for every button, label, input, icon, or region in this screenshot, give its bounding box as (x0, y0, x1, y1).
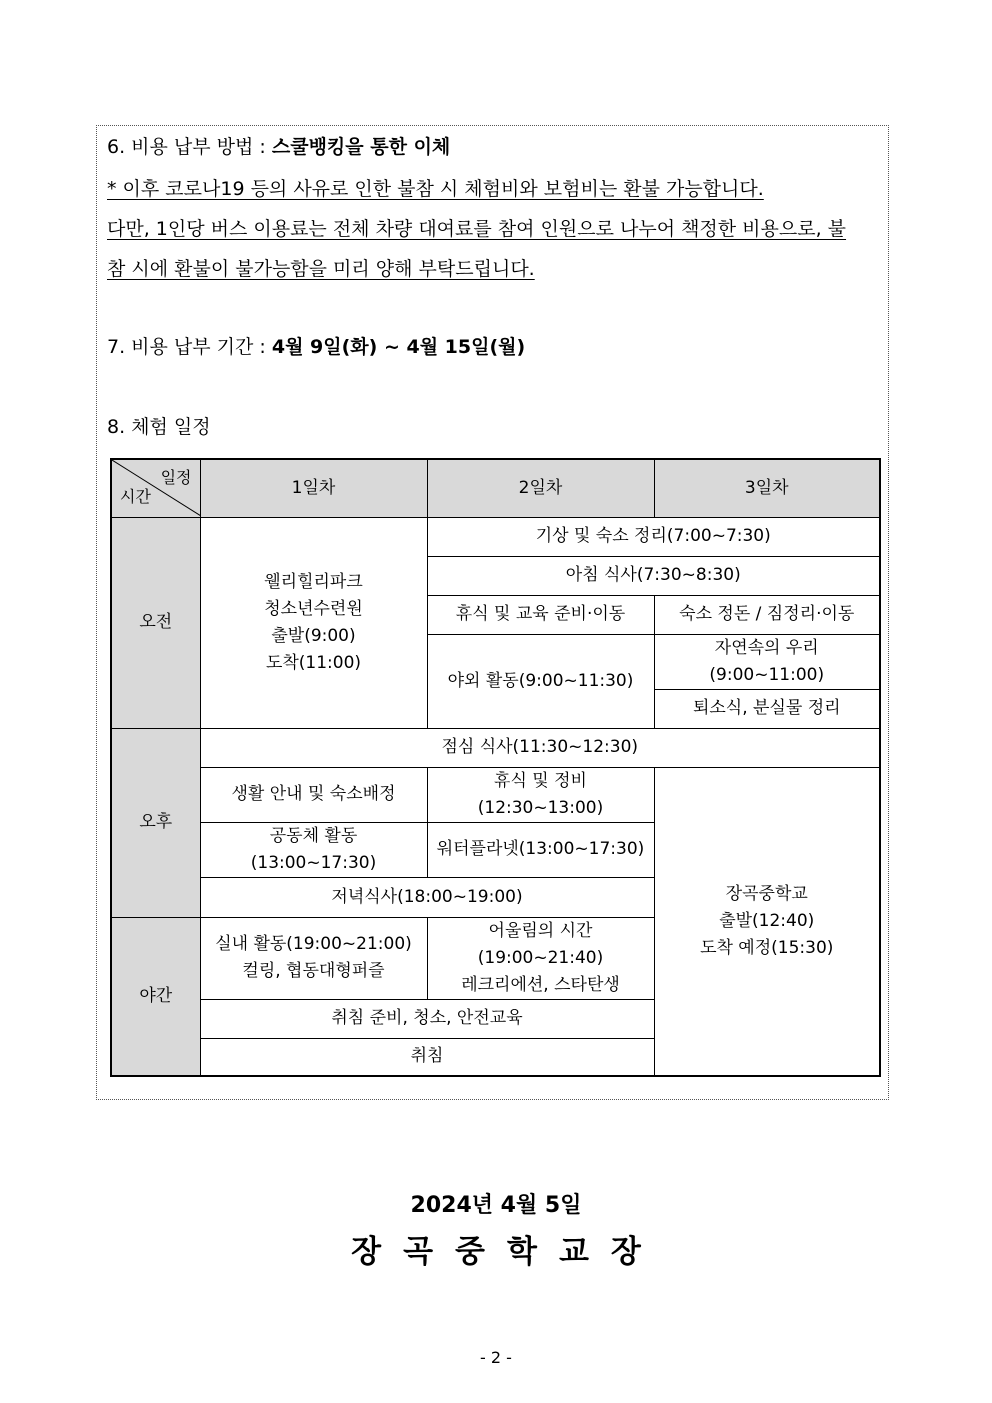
breakfast-cell: 아침 식사(7:30~8:30) (427, 556, 880, 595)
am-day1-line-4: 도착(11:00) (265, 652, 362, 673)
return-line-1: 장곡중학교 (725, 883, 808, 904)
section-7-heading: 7. 비용 납부 기간 : 4월 9일(화) ~ 4월 15일(월) (107, 336, 526, 358)
payment-period-value: 4월 9일(화) ~ 4월 15일(월) (271, 336, 526, 358)
corner-label-schedule: 일정 (160, 468, 192, 488)
document-date: 2024년 4월 5일 (410, 1193, 582, 1218)
sleep-cell: 취침 (200, 1038, 654, 1076)
am-day1-line-3: 출발(9:00) (271, 625, 356, 646)
nature-line-1: 자연속의 우리 (714, 637, 819, 658)
section-6-heading: 6. 비용 납부 방법 : 스쿨뱅킹을 통한 이체 (107, 136, 451, 158)
header-day3: 3일차 (654, 459, 880, 517)
period-night: 야간 (111, 917, 200, 1076)
table-corner-cell (111, 459, 200, 517)
schedule-table (110, 458, 881, 1077)
am-day1-cell (200, 517, 427, 728)
am-day1-line-2: 청소년수련원 (264, 598, 363, 619)
header-day2: 2일차 (427, 459, 654, 517)
principal-signature: 장곡중학교장 (351, 1234, 663, 1270)
header-day1: 1일차 (200, 459, 427, 517)
community-cell (200, 822, 427, 877)
return-cell (654, 767, 880, 1076)
return-line-3: 도착 예정(15:30) (700, 937, 834, 958)
return-line-2: 출발(12:40) (719, 910, 815, 931)
checkout-cell: 퇴소식, 분실물 정리 (654, 689, 880, 728)
payment-method-value: 스쿨뱅킹을 통한 이체 (271, 136, 451, 158)
indoor-line-1: 실내 활동(19:00~21:00) (215, 934, 412, 954)
am-day1-line-1: 웰리힐리파크 (264, 571, 363, 592)
bed-prep-cell: 취침 준비, 청소, 안전교육 (200, 999, 654, 1038)
period-afternoon: 오후 (111, 728, 200, 917)
refund-note-line-3: 참 시에 환불이 불가능함을 미리 양해 부탁드립니다. (107, 258, 535, 280)
harmony-line-3: 레크리에션, 스타탄생 (461, 974, 620, 995)
dinner-cell: 저녁식사(18:00~19:00) (200, 877, 654, 917)
harmony-line-2: (19:00~21:40) (477, 947, 604, 968)
community-line-2: (13:00~17:30) (250, 852, 377, 873)
rest-line-2: (12:30~13:00) (477, 797, 604, 818)
wake-up-cell: 기상 및 숙소 정리(7:00~7:30) (427, 517, 880, 556)
nature-cell (654, 634, 880, 689)
tidy-cell: 숙소 정돈 / 짐정리·이동 (654, 595, 880, 634)
section-8-heading: 8. 체험 일정 (107, 416, 211, 438)
refund-note-line-1: * 이후 코로나19 등의 사유로 인한 불참 시 체험비와 보험비는 환불 가능합니다. (107, 178, 764, 200)
rest-prep-cell: 휴식 및 교육 준비·이동 (427, 595, 654, 634)
corner-label-time: 시간 (120, 487, 151, 507)
community-line-1: 공동체 활동 (269, 825, 358, 846)
nature-line-2: (9:00~11:00) (709, 664, 825, 685)
indoor-line-2: 컬링, 협동대형퍼즐 (242, 961, 385, 981)
rest-cell (427, 767, 654, 822)
refund-note-line-2: 다만, 1인당 버스 이용료는 전체 차량 대여료를 참여 인원으로 나누어 책정한 비용으로, 불 (107, 218, 847, 240)
indoor-activity-cell (200, 917, 427, 999)
guide-cell: 생활 안내 및 숙소배정 (200, 767, 427, 822)
outdoor-activity-cell: 야외 활동(9:00~11:30) (427, 634, 654, 728)
harmony-cell (427, 917, 654, 999)
period-morning: 오전 (111, 517, 200, 728)
harmony-line-1: 어울림의 시간 (488, 920, 593, 941)
lunch-cell: 점심 식사(11:30~12:30) (200, 728, 880, 767)
page-number: - 2 - (480, 1348, 512, 1367)
rest-line-1: 휴식 및 정비 (494, 770, 587, 791)
water-planet-cell: 워터플라넷(13:00~17:30) (427, 822, 654, 877)
